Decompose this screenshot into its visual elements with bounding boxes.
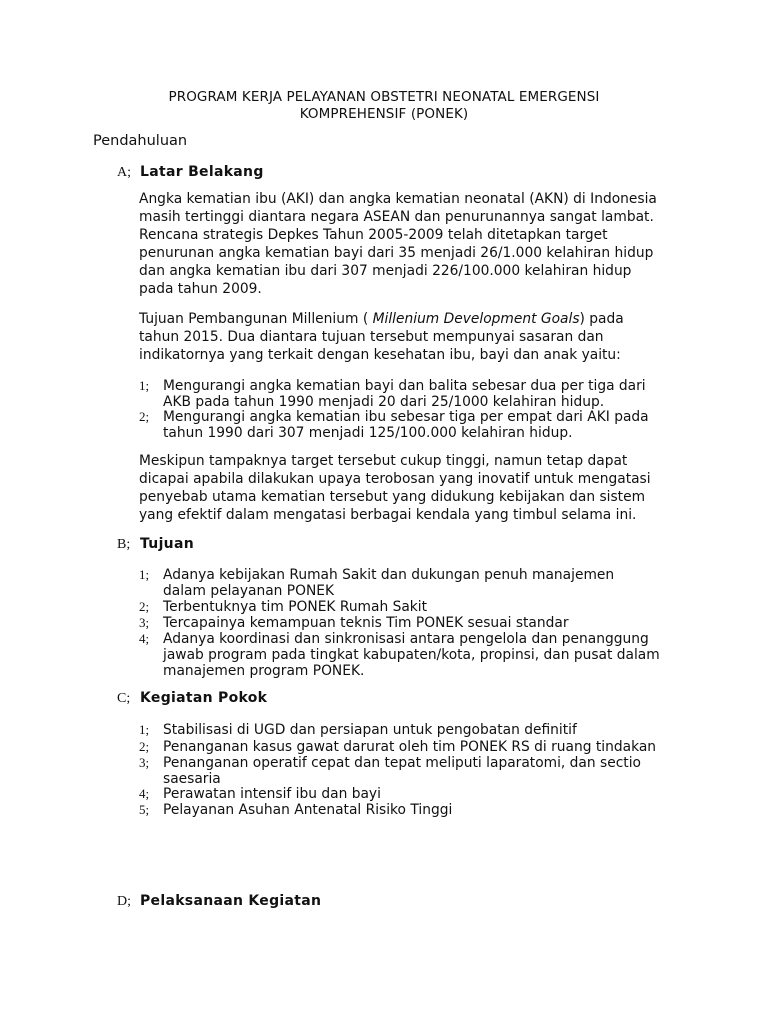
- list-item: [163, 409, 703, 441]
- list-item-line: Stabilisasi di UGD dan persiapan untuk pengobatan definitif: [163, 722, 577, 738]
- list-item-number: 1;: [139, 567, 150, 582]
- section-b-label: B;: [117, 537, 131, 552]
- list-item-line: dalam pelayanan PONEK: [163, 583, 335, 599]
- list-item: [163, 786, 703, 802]
- list-item-number: 2;: [139, 739, 150, 754]
- list-item-line: Penanganan operatif cepat dan tepat meliputi laparatomi, dan sectio: [163, 755, 641, 771]
- section-d-label: D;: [117, 894, 131, 909]
- list-item-number: 2;: [139, 599, 150, 614]
- list-item-number: 1;: [139, 378, 150, 393]
- section-a-heading: Latar Belakang: [140, 164, 264, 180]
- section-a-label: A;: [117, 165, 131, 180]
- list-item: [163, 567, 703, 599]
- paragraph-line: masih tertinggi diantara negara ASEAN dan penurunannya sangat lambat.: [139, 209, 654, 225]
- list-item: [163, 722, 703, 738]
- list-item-line: Adanya koordinasi dan sinkronisasi antara pengelola dan penanggung: [163, 631, 649, 647]
- list-item-line: Tercapainya kemampuan teknis Tim PONEK sesuai standar: [163, 615, 569, 631]
- document-title-line-1: PROGRAM KERJA PELAYANAN OBSTETRI NEONATAL EMERGENSI: [168, 89, 600, 105]
- section-a-paragraph-1: [139, 190, 699, 298]
- section-c-label: C;: [117, 691, 131, 706]
- paragraph-line: tahun 2015. Dua diantara tujuan tersebut mempunyai sasaran dan: [139, 329, 604, 345]
- paragraph-line: dicapai apabila dilakukan upaya terobosan yang inovatif untuk mengatasi: [139, 471, 651, 487]
- list-item-line: manajemen program PONEK.: [163, 663, 365, 679]
- list-item-line: Adanya kebijakan Rumah Sakit dan dukungan penuh manajemen: [163, 567, 615, 583]
- list-item-number: 3;: [139, 615, 150, 630]
- paragraph-line: [139, 310, 699, 328]
- section-d-heading: Pelaksanaan Kegiatan: [140, 893, 322, 909]
- list-item-line: Pelayanan Asuhan Antenatal Risiko Tinggi: [163, 802, 453, 818]
- list-item-line: Perawatan intensif ibu dan bayi: [163, 786, 381, 802]
- list-item: [163, 615, 703, 631]
- section-b-heading: Tujuan: [140, 536, 194, 552]
- paragraph-line: yang efektif dalam mengatasi berbagai kendala yang timbul selama ini.: [139, 507, 637, 523]
- paragraph-line: Rencana strategis Depkes Tahun 2005-2009 telah ditetapkan target: [139, 227, 608, 243]
- list-item-number: 4;: [139, 786, 150, 801]
- italic-term: Millenium Development Goals: [372, 311, 580, 327]
- list-item-line: saesaria: [163, 771, 221, 787]
- document-title-line-2: KOMPREHENSIF (PONEK): [299, 106, 469, 122]
- paragraph-line: pada tahun 2009.: [139, 281, 262, 297]
- intro-heading: Pendahuluan: [93, 133, 188, 149]
- list-item: [163, 739, 703, 755]
- list-item-number: 3;: [139, 755, 150, 770]
- paragraph-text: ) pada: [579, 311, 624, 327]
- list-item-number: 4;: [139, 631, 150, 646]
- list-item-line: Terbentuknya tim PONEK Rumah Sakit: [163, 599, 428, 615]
- list-item-line: Mengurangi angka kematian ibu sebesar tiga per empat dari AKI pada: [163, 409, 649, 425]
- list-item: [163, 378, 703, 410]
- list-item-line: jawab program pada tingkat kabupaten/kota, propinsi, dan pusat dalam: [163, 647, 660, 663]
- list-item-line: AKB pada tahun 1990 menjadi 20 dari 25/1000 kelahiran hidup.: [163, 394, 605, 410]
- paragraph-line: penurunan angka kematian bayi dari 35 menjadi 26/1.000 kelahiran hidup: [139, 245, 654, 261]
- list-item-line: Penanganan kasus gawat darurat oleh tim PONEK RS di ruang tindakan: [163, 739, 657, 755]
- section-a-paragraph-2: [139, 310, 699, 364]
- list-item: [163, 755, 703, 787]
- list-item-number: 2;: [139, 409, 150, 424]
- paragraph-line: dan angka kematian ibu dari 307 menjadi 226/100.000 kelahiran hidup: [139, 263, 632, 279]
- section-c-heading: Kegiatan Pokok: [140, 690, 268, 706]
- list-item-number: 5;: [139, 802, 150, 817]
- paragraph-line: Angka kematian ibu (AKI) dan angka kematian neonatal (AKN) di Indonesia: [139, 191, 657, 207]
- paragraph-line: Meskipun tampaknya target tersebut cukup tinggi, namun tetap dapat: [139, 453, 628, 469]
- paragraph-line: indikatornya yang terkait dengan kesehatan ibu, bayi dan anak yaitu:: [139, 347, 621, 363]
- list-item-line: tahun 1990 dari 307 menjadi 125/100.000 kelahiran hidup.: [163, 425, 573, 441]
- paragraph-text: Tujuan Pembangunan Millenium (: [139, 311, 373, 327]
- section-a-paragraph-3: [139, 452, 699, 524]
- list-item-number: 1;: [139, 722, 150, 737]
- list-item: [163, 599, 703, 615]
- list-item: [163, 802, 703, 818]
- list-item: [163, 631, 703, 679]
- list-item-line: Mengurangi angka kematian bayi dan balita sebesar dua per tiga dari: [163, 378, 646, 394]
- paragraph-line: penyebab utama kematian tersebut yang didukung kebijakan dan sistem: [139, 489, 646, 505]
